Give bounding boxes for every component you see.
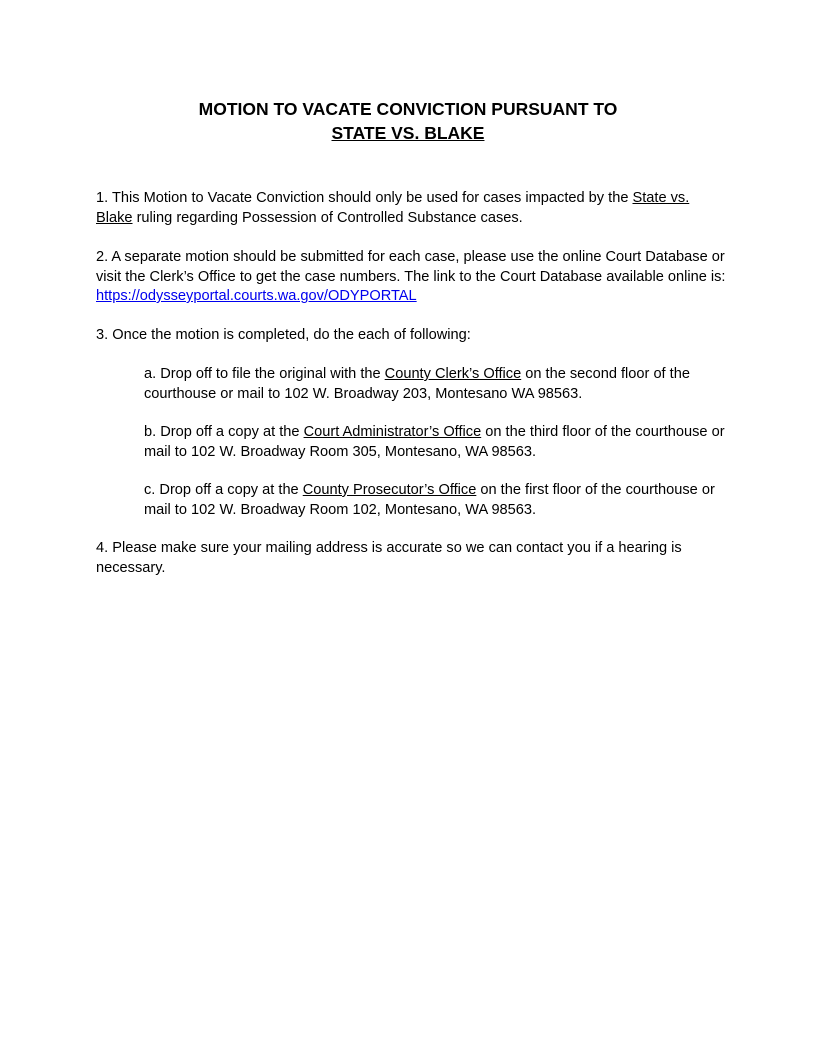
text: b. Drop off a copy at the — [144, 424, 304, 440]
text: 1. This Motion to Vacate Conviction should only be used for cases impacted by the — [96, 190, 633, 206]
item-c — [144, 481, 734, 520]
title-line-1: MOTION TO VACATE CONVICTION PURSUANT TO — [198, 99, 618, 119]
text: on the first floor of the courthouse or mail to 102 W. Broadway Room 102, Montesano, WA 98563. — [144, 482, 715, 518]
paragraph-2 — [96, 248, 726, 307]
text: on the second floor of the courthouse or mail to 102 W. Broadway 203, Montesano WA 98563. — [144, 366, 690, 402]
case-name: State vs. Blake — [96, 190, 690, 226]
text: 2. A separate motion should be submitted for each case, please use the online Court Database or visit the Clerk’s Office to get the case numbers. The link to the Court Database available online is: — [96, 249, 726, 285]
court-database-link[interactable]: https://odysseyportal.courts.wa.gov/ODYPORTAL — [96, 288, 417, 304]
page-title — [0, 97, 816, 145]
paragraph-1 — [96, 189, 726, 228]
paragraph-3: 3. Once the motion is completed, do the each of following: — [96, 327, 471, 343]
office-name: County Clerk’s Office — [384, 366, 522, 382]
text: c. Drop off a copy at the — [144, 482, 303, 498]
office-name: County Prosecutor’s Office — [302, 482, 477, 498]
text: a. Drop off to file the original with the — [144, 366, 385, 382]
text: ruling regarding Possession of Controlled Substance cases. — [132, 209, 523, 226]
text: on the third floor of the courthouse or mail to 102 W. Broadway Room 305, Montesano, WA 98563. — [144, 424, 725, 460]
title-line-2: STATE VS. BLAKE — [331, 123, 485, 143]
item-a — [144, 365, 734, 404]
office-name: Court Administrator’s Office — [303, 424, 482, 440]
item-b — [144, 423, 734, 462]
paragraph-4: 4. Please make sure your mailing address is accurate so we can contact you if a hearing is necessary. — [96, 540, 682, 576]
